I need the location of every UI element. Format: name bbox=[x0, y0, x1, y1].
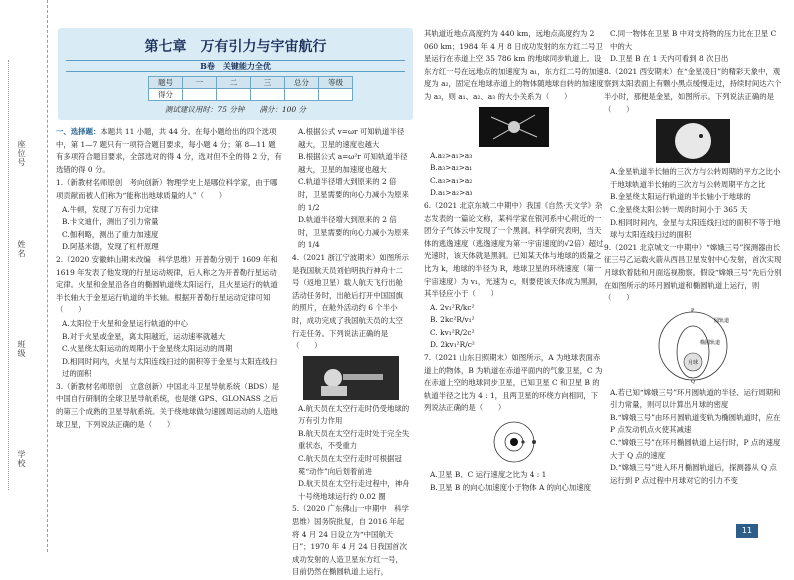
question-8: 8.（2021 西安期末）在“金星凌日”的精彩天象中，观察到太阳表面上有颗小黑点缓慢走过，持续时间达六个半小时，那便是金星，如图所示。下列说法正确的是（ ） bbox=[604, 66, 782, 114]
point-q-label: Q bbox=[691, 378, 696, 385]
score-row-label: 得分 bbox=[149, 89, 183, 101]
option: D.轨道半径增大到原来的 2 倍时，卫星需要的向心力减小为原来的 1/4 bbox=[298, 215, 409, 250]
option: D.相同时间内，火星与太阳连线扫过的面积等于金星与太阳连线扫过的面积 bbox=[62, 356, 277, 379]
option: A.太阳位于火星和金星运行轨道的中心 bbox=[62, 318, 188, 328]
option: B.“嫦娥三号”由环月圆轨道变轨为椭圆轨道时，应在 P 点发动机点火使其减速 bbox=[610, 412, 781, 435]
school-label: 学校 bbox=[17, 450, 26, 468]
circular-orbit-label: 圆轨道 bbox=[714, 317, 730, 324]
column-3 bbox=[424, 28, 604, 494]
option: D.阿基米德，发现了杠杆原理 bbox=[62, 242, 159, 252]
option: C.伽利略，测出了重力加速度 bbox=[62, 229, 159, 239]
point-p-label: P bbox=[691, 307, 695, 314]
score-head-cell: 三 bbox=[251, 77, 285, 89]
option: A. 2v₁²R/kc² bbox=[430, 302, 475, 312]
option: B.根据公式 a=ω²r 可知轨道半径越大，卫星的加速度也越大 bbox=[298, 152, 408, 174]
option: B.金星绕太阳运行轨道的半长轴小于地球的 bbox=[610, 192, 751, 202]
option: D.“嫦娥三号”进入环月椭圆轨道后，探测器从 Q 点运行到 P 点过程中月球对它的引力不变 bbox=[610, 463, 777, 485]
score-head-cell: 一 bbox=[183, 77, 217, 89]
question-7: 7.（2021 山东日照期末）如图所示，A 为地球表面赤道上的物体，B 为轨道在赤道平面内的气象卫星，C 为在赤道上空的地球同步卫星，已知卫星 C 和卫星 B 的轨道半径之比为 4 : 1，且两卫星的环绕方向相同，下列说法正确的是（ ） bbox=[424, 353, 603, 413]
option: C.金星绕太阳公转一周的时间小于 365 天 bbox=[610, 204, 748, 214]
score-head-cell: 二 bbox=[217, 77, 251, 89]
option: A.牛顿，发现了万有引力定律 bbox=[62, 204, 159, 214]
option: C.同一物体在卫星 B 中对支持物的压力比在卫星 C 中的大 bbox=[610, 29, 777, 51]
venus-transit-photo bbox=[656, 119, 730, 163]
option: D.航天员在太空行走过程中，神舟十号绕地球运行约 0.02 圈 bbox=[298, 479, 410, 501]
option: D.a₁>a₂>a₃ bbox=[430, 188, 473, 198]
volume-title: B卷 关键能力全优 bbox=[66, 60, 405, 72]
question-3: 3.（新教材名师原创 立意创新）中国北斗卫星导航系统（BDS）是中国自行研制的全球卫星导航系统，也是继 GPS、GLONASS 之后的第三个成熟的卫星导航系统。关于绕地球做匀速圆周运动的人造地球卫星，下列说法正确的是（ ） bbox=[56, 381, 280, 429]
option: C.“嫦娥三号”在环月椭圆轨道上运行时，P 点的速度大于 Q 点的速度 bbox=[610, 438, 781, 460]
option: A.金星轨道半长轴的三次方与公转周期的平方之比小于地球轨道半长轴的三次方与公转周期平方之比 bbox=[610, 167, 781, 189]
exam-header bbox=[58, 28, 413, 120]
option: B.卫星 B 的向心加速度小于物体 A 的向心加速度 bbox=[430, 482, 591, 492]
column-1 bbox=[56, 126, 282, 432]
moon-label: 月球 bbox=[687, 359, 699, 366]
score-cell[interactable] bbox=[285, 89, 319, 101]
option: B. 2kc²R/v₁² bbox=[430, 315, 475, 325]
option: B.a₃>a₂>a₁ bbox=[430, 163, 473, 173]
chapter-title: 第七章 万有引力与宇宙航行 bbox=[144, 39, 327, 55]
option: A.根据公式 v=ωr 可知轨道半径越大，卫星的速度也越大 bbox=[298, 127, 405, 149]
name-label: 姓名 bbox=[17, 240, 26, 258]
score-table bbox=[148, 76, 353, 101]
page-number: 11 bbox=[736, 524, 758, 538]
cut-line bbox=[8, 60, 9, 490]
option: C.航天员在太空行走时可根据冠冕“动作”向后划着前进 bbox=[298, 454, 402, 476]
question-4: 4.（2021 浙江宁波期末）如图所示是我国航天员刘伯明执行神舟十二号（返地卫星）载人航天飞行出舱活动任务时，出舱后打开中国国旗的照片，在舱外活动约 6 个半小时，成功完成了我国航天员的太空行走任务。下列说法正确的是（ ） bbox=[292, 252, 409, 351]
question-2: 2.（2020 安徽蚌山期末改编 科学思维）开普勒分别于 1609 年和 1619 年发表了他发现的行星运动规律，后人称之为开普勒行星运动定律。火星和金星沿各自的椭圆轨道绕太阳运行，且火星运行的轨道半长轴大于金星运行轨道的半长轴。根据开普勒行星运动定律可知（ ） bbox=[56, 254, 278, 315]
option: B.航天员在太空行走时处于完全失重状态，不受重力 bbox=[298, 428, 410, 451]
satellite-photo bbox=[479, 107, 549, 147]
seat-label: 座位号 bbox=[17, 140, 26, 167]
option: D. 2kv₁²R/c² bbox=[430, 340, 475, 350]
score-head-cell: 总分 bbox=[285, 77, 319, 89]
option: B.对于火星或金星，离太阳越近，运动速率就越大 bbox=[62, 331, 225, 341]
astronaut-photo bbox=[303, 356, 399, 400]
section-intro bbox=[56, 126, 282, 176]
question-6: 6.（2021 北京东城二中期中）我国《自然·天文学》杂志发表的一篇论文称，某科学家在银河系中心附近的一团分子气体云中发现了一个黑洞。科学研究表明，当天体的逃逸速度（逃逸速度为第一宇宙速度的√2倍）超过光速时，该天体就是黑洞。已知某天体与地球的质量之比为 k，地球的半径为 R，地球卫星的环绕速度（第一宇宙速度）为 v₁，光速为 c，则要使该天体成为黑洞，其半径应小于（ ） bbox=[424, 200, 604, 299]
column-4 bbox=[604, 28, 782, 487]
elliptical-orbit-label: 椭圆轨道 bbox=[700, 339, 721, 346]
exam-meta: 测试建议用时：75 分钟 满分：100 分 bbox=[164, 105, 307, 114]
orbit-diagram bbox=[474, 418, 554, 466]
option: C.火星绕太阳运动的周期小于金星绕太阳运动的周期 bbox=[62, 344, 233, 354]
astronaut-icon bbox=[303, 356, 399, 400]
score-cell[interactable] bbox=[183, 89, 217, 101]
class-label: 班级 bbox=[17, 340, 26, 358]
question-1: 1.（新教材名师原创 考向创新）物理学史上是哪位科学家，由于哪项贡献而被人们称为“能称出地球质量的人”（ ） bbox=[56, 178, 278, 200]
option: B.卡文迪什，测出了引力常量 bbox=[62, 217, 159, 227]
score-cell[interactable] bbox=[217, 89, 251, 101]
question-5-continued: 其轨道近地点高度约为 440 km，远地点高度约为 2 060 km；1984 年 4 月 8 日成功发射的东方红二号卫星运行在赤道上空 35 786 km 的地球同步轨道上。设东方红一号在远地点的加速度为 a₁，东方红二号的加速度为 a₂，固定在地球赤道上的物体随地球自转的加速度为 a₃，则 a₁、a₂、a₃ 的大小关系为（ ） bbox=[424, 29, 604, 101]
question-5: 5.（2020 广东佛山一中期中 科学思维）国务院批复，自 2016 年起将 4 月 24 日设立为“中国航天日”；1970 年 4 月 24 日我国首次成功发射的人造卫星东方红一号，目前仍然在椭圆轨道上运行， bbox=[292, 504, 409, 577]
option: A.若已知“嫦娥三号”环月圆轨道的半径、运行周期和引力常量，则可以计算出月球的密度 bbox=[610, 387, 781, 410]
score-head-cell: 等级 bbox=[319, 77, 353, 89]
score-cell[interactable] bbox=[319, 89, 353, 101]
question-9: 9.（2021 北京城文一中期中）“嫦娥三号”探测器由长征三号乙运载火箭从西昌卫星发射中心发射，首次实现月球软着陆和月面巡视勘察。假设“嫦娥三号”先后分别在如图所示的环月圆轨道和椭圆轨道上运行，则（ ） bbox=[604, 242, 782, 303]
section-title: 一、选择题： bbox=[56, 127, 101, 136]
column-2 bbox=[292, 126, 410, 580]
score-head-cell: 题号 bbox=[149, 77, 183, 89]
option: A.卫星 B、C 运行速度之比为 4 : 1 bbox=[430, 470, 547, 480]
section-text: 本题共 11 小题，共 44 分。在每小题给出的四个选项中，第 1—7 题只有一项符合题目要求，每小题 4 分；第 8—11 题有多项符合题目要求，全部选对的得 4 分，选对但不全的得 2 分，有选错的得 0 分。 bbox=[56, 127, 282, 174]
option: A.a₂>a₁>a₃ bbox=[430, 150, 473, 160]
satellite-icon bbox=[479, 107, 549, 147]
option: D.相同时间内，金星与太阳连线扫过的面积不等于地球与太阳连线扫过的面积 bbox=[610, 217, 781, 240]
option: D.卫星 B 在 1 天内可看到 8 次日出 bbox=[610, 54, 729, 64]
binding-margin bbox=[0, 0, 48, 552]
option: C. kv₁²R/2c² bbox=[430, 327, 475, 337]
lunar-orbit-diagram bbox=[648, 308, 738, 384]
sun-icon bbox=[656, 119, 730, 163]
option: C.轨道半径增大到原来的 2 倍时，卫星需要的向心力减小为原来的 1/2 bbox=[298, 177, 409, 212]
option: C.a₃>a₁>a₂ bbox=[430, 175, 473, 185]
option: A.航天员在太空行走时仍受地球的万有引力作用 bbox=[298, 403, 410, 426]
score-cell[interactable] bbox=[251, 89, 285, 101]
